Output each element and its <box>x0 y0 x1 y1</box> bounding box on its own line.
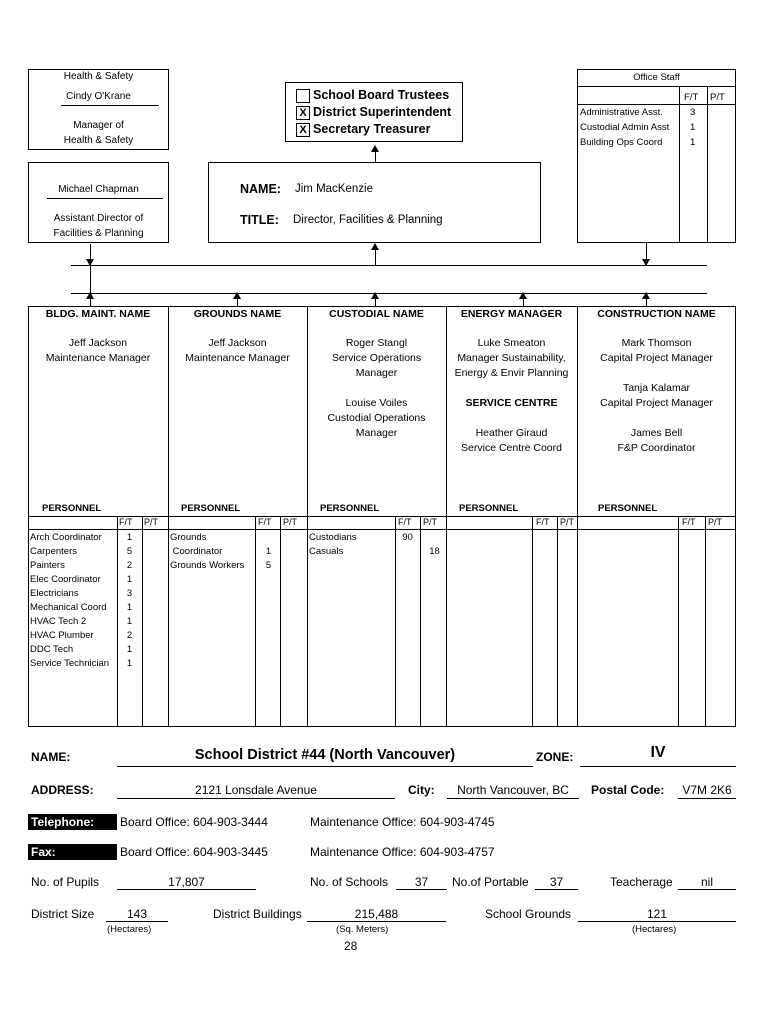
office-staff-box <box>577 69 736 243</box>
city-value: North Vancouver, BC <box>457 783 569 797</box>
city-label: City: <box>408 783 435 797</box>
personnel-role: Mechanical Coord <box>30 602 107 613</box>
personnel-role: Painters <box>30 560 65 571</box>
pt-header: P/T <box>144 517 159 527</box>
office-staff-row-ft: 1 <box>690 137 696 148</box>
office-staff-row-ft: 3 <box>690 107 696 118</box>
department-line: Jeff Jackson <box>208 337 267 349</box>
district-size-value: 143 <box>126 907 148 921</box>
telephone-label: Telephone: <box>28 814 117 830</box>
address-label: ADDRESS: <box>31 783 94 797</box>
telephone-board: Board Office: 604-903-3444 <box>120 815 268 829</box>
page-number: 28 <box>344 939 358 953</box>
personnel-role: Grounds <box>170 532 207 543</box>
arrow-up-icon <box>86 292 94 299</box>
pupils-value: 17,807 <box>168 875 205 889</box>
office-staff-row: Custodial Admin Asst <box>580 122 670 133</box>
reports-to-item-trustees: School Board Trustees <box>296 88 449 103</box>
department-head: CUSTODIAL NAME <box>329 308 424 320</box>
department-grounds <box>168 306 307 726</box>
arrow-up-icon <box>233 292 241 299</box>
department-line: Mark Thomson <box>621 337 692 349</box>
personnel-ft <box>256 531 281 573</box>
health-safety-title: Health & Safety <box>63 71 134 82</box>
schools-label: No. of Schools <box>310 875 389 889</box>
personnel-count: 1 <box>126 602 133 613</box>
arrow-down-icon <box>642 259 650 266</box>
personnel-role: HVAC Tech 2 <box>30 616 87 627</box>
assistant-director-box <box>28 162 169 243</box>
department-bldg-maint <box>28 306 168 726</box>
assistant-director-role-2: Facilities & Planning <box>53 228 144 239</box>
department-line: Manager Sustainability, <box>457 352 566 364</box>
personnel-pt <box>422 531 447 559</box>
footer-name-label: NAME: <box>31 750 71 764</box>
school-grounds-unit: (Hectares) <box>632 924 677 935</box>
personnel-count: 1 <box>126 616 133 627</box>
reports-to-box <box>285 82 463 142</box>
checkbox-treasurer: X <box>296 123 310 137</box>
office-staff-row: Building Ops Coord <box>580 137 663 148</box>
assistant-director-role-1: Assistant Director of <box>53 213 144 224</box>
fax-board: Board Office: 604-903-3445 <box>120 845 268 859</box>
pt-header: P/T <box>708 517 723 527</box>
portable-label: No.of Portable <box>452 875 529 889</box>
department-line: Roger Stangl <box>345 337 408 349</box>
personnel-count: 5 <box>126 546 133 557</box>
personnel-ft <box>117 531 142 671</box>
department-head: ENERGY MANAGER <box>460 308 563 320</box>
personnel-role: Carpenters <box>30 546 77 557</box>
office-staff-title: Office Staff <box>633 72 680 83</box>
personnel-count: 1 <box>126 644 133 655</box>
department-line: Tanja Kalamar <box>622 382 691 394</box>
personnel-roles <box>309 531 357 559</box>
ft-header: F/T <box>536 517 550 527</box>
checkbox-trustees <box>296 89 310 103</box>
department-line: James Bell <box>630 427 683 439</box>
service-centre-heading: SERVICE CENTRE <box>465 397 558 409</box>
personnel-count <box>256 531 281 545</box>
personnel-count: 18 <box>429 546 440 557</box>
ft-header: F/T <box>398 517 412 527</box>
director-title-label: TITLE: <box>240 213 279 227</box>
department-construction <box>577 306 736 726</box>
arrow-up-icon <box>371 145 379 152</box>
school-grounds-label: School Grounds <box>485 907 572 921</box>
pt-header: P/T <box>423 517 438 527</box>
personnel-count <box>395 545 420 559</box>
personnel-label: PERSONNEL <box>42 503 102 514</box>
personnel-label: PERSONNEL <box>181 503 241 514</box>
personnel-count: 1 <box>126 532 133 543</box>
department-line: Manager <box>355 427 398 439</box>
arrow-up-icon <box>371 243 379 250</box>
pupils-label: No. of Pupils <box>31 875 100 889</box>
arrow-up-icon <box>642 292 650 299</box>
fax-label: Fax: <box>28 844 117 860</box>
personnel-count: 1 <box>265 546 272 557</box>
zone-value: IV <box>650 744 666 761</box>
fax-maintenance: Maintenance Office: 604-903-4757 <box>310 845 495 859</box>
department-line: Jeff Jackson <box>68 337 128 349</box>
department-head: GROUNDS NAME <box>193 308 282 320</box>
department-line: Energy & Envir Planning <box>454 367 569 379</box>
teacherage-label: Teacherage <box>610 875 673 889</box>
department-head: BLDG. MAINT. NAME <box>45 308 151 320</box>
health-safety-role-2: Health & Safety <box>63 135 134 146</box>
pt-header: P/T <box>560 517 575 527</box>
arrow-up-icon <box>371 292 379 299</box>
office-staff-row-ft: 1 <box>690 122 696 133</box>
personnel-count: 1 <box>126 658 133 669</box>
school-grounds-value: 121 <box>646 907 668 921</box>
department-custodial <box>307 306 446 726</box>
district-name: School District #44 (North Vancouver) <box>194 747 456 763</box>
personnel-role: Elec Coordinator <box>30 574 101 585</box>
arrow-down-icon <box>86 259 94 266</box>
personnel-role: HVAC Plumber <box>30 630 94 641</box>
personnel-role: Service Technician <box>30 658 110 669</box>
director-name: Jim MacKenzie <box>295 183 373 195</box>
department-line: Service Operations <box>331 352 422 364</box>
office-staff-row: Administrative Asst. <box>580 107 663 118</box>
buildings-unit: (Sq. Meters) <box>336 924 389 935</box>
personnel-count: 3 <box>126 588 133 599</box>
health-safety-role-1: Manager of <box>73 120 124 131</box>
department-line: Capital Project Manager <box>600 352 713 364</box>
reports-to-item-treasurer: X Secretary Treasurer <box>296 122 430 137</box>
director-box <box>208 162 541 243</box>
postal-code-label: Postal Code: <box>591 783 665 797</box>
personnel-count: 5 <box>265 560 272 571</box>
personnel-role: DDC Tech <box>30 644 74 655</box>
office-staff-pt-header: P/T <box>710 92 725 103</box>
personnel-count: 2 <box>126 560 133 571</box>
personnel-role: Electricians <box>30 588 79 599</box>
health-safety-name: Cindy O'Krane <box>66 91 131 102</box>
checkbox-superintendent: X <box>296 106 310 120</box>
personnel-role: Custodians <box>309 532 357 543</box>
department-line: Manager <box>355 367 398 379</box>
personnel-count: 90 <box>402 532 413 543</box>
director-name-label: NAME: <box>240 182 281 196</box>
postal-code-value: V7M 2K6 <box>682 783 732 797</box>
office-staff-ft-header: F/T <box>684 92 699 103</box>
personnel-label: PERSONNEL <box>459 503 519 514</box>
personnel-count: 2 <box>126 630 133 641</box>
director-title: Director, Facilities & Planning <box>293 214 443 226</box>
department-line: Service Centre Coord <box>461 442 562 454</box>
arrow-up-icon <box>519 292 527 299</box>
buildings-value: 215,488 <box>354 907 399 921</box>
personnel-label: PERSONNEL <box>598 503 658 514</box>
address-value: 2121 Lonsdale Avenue <box>195 783 317 797</box>
personnel-role: Casuals <box>309 546 344 557</box>
department-head: CONSTRUCTION NAME <box>597 308 716 320</box>
org-connector-line <box>71 265 707 266</box>
telephone-maintenance: Maintenance Office: 604-903-4745 <box>310 815 495 829</box>
pt-header: P/T <box>283 517 298 527</box>
department-line: Heather Giraud <box>475 427 548 439</box>
personnel-roles <box>170 531 244 573</box>
district-size-unit: (Hectares) <box>107 924 152 935</box>
personnel-label: PERSONNEL <box>320 503 380 514</box>
personnel-ft <box>395 531 420 559</box>
teacherage-value: nil <box>700 875 713 889</box>
personnel-count: 1 <box>126 574 133 585</box>
ft-header: F/T <box>258 517 272 527</box>
department-energy <box>446 306 577 726</box>
assistant-director-name: Michael Chapman <box>58 184 139 195</box>
ft-header: F/T <box>682 517 696 527</box>
department-line: Maintenance Manager <box>45 352 151 364</box>
department-line: F&P Coordinator <box>617 442 696 454</box>
ft-header: F/T <box>119 517 133 527</box>
org-connector-line <box>71 293 707 294</box>
department-line: Capital Project Manager <box>600 397 713 409</box>
personnel-roles <box>30 531 109 671</box>
district-size-label: District Size <box>31 907 95 921</box>
department-line: Luke Smeaton <box>477 337 546 349</box>
personnel-count <box>422 531 447 545</box>
zone-label: ZONE: <box>536 750 574 764</box>
department-line: Custodial Operations <box>327 412 426 424</box>
buildings-label: District Buildings <box>213 907 302 921</box>
portable-value: 37 <box>549 875 564 889</box>
department-line: Maintenance Manager <box>185 352 290 364</box>
reports-to-item-superintendent: X District Superintendent <box>296 105 451 120</box>
personnel-role: Grounds Workers <box>170 560 245 571</box>
health-safety-box <box>28 69 169 150</box>
department-line: Louise Voiles <box>345 397 408 409</box>
schools-value: 37 <box>414 875 429 889</box>
personnel-role: Arch Coordinator <box>30 532 102 543</box>
personnel-role: Coordinator <box>170 546 223 557</box>
